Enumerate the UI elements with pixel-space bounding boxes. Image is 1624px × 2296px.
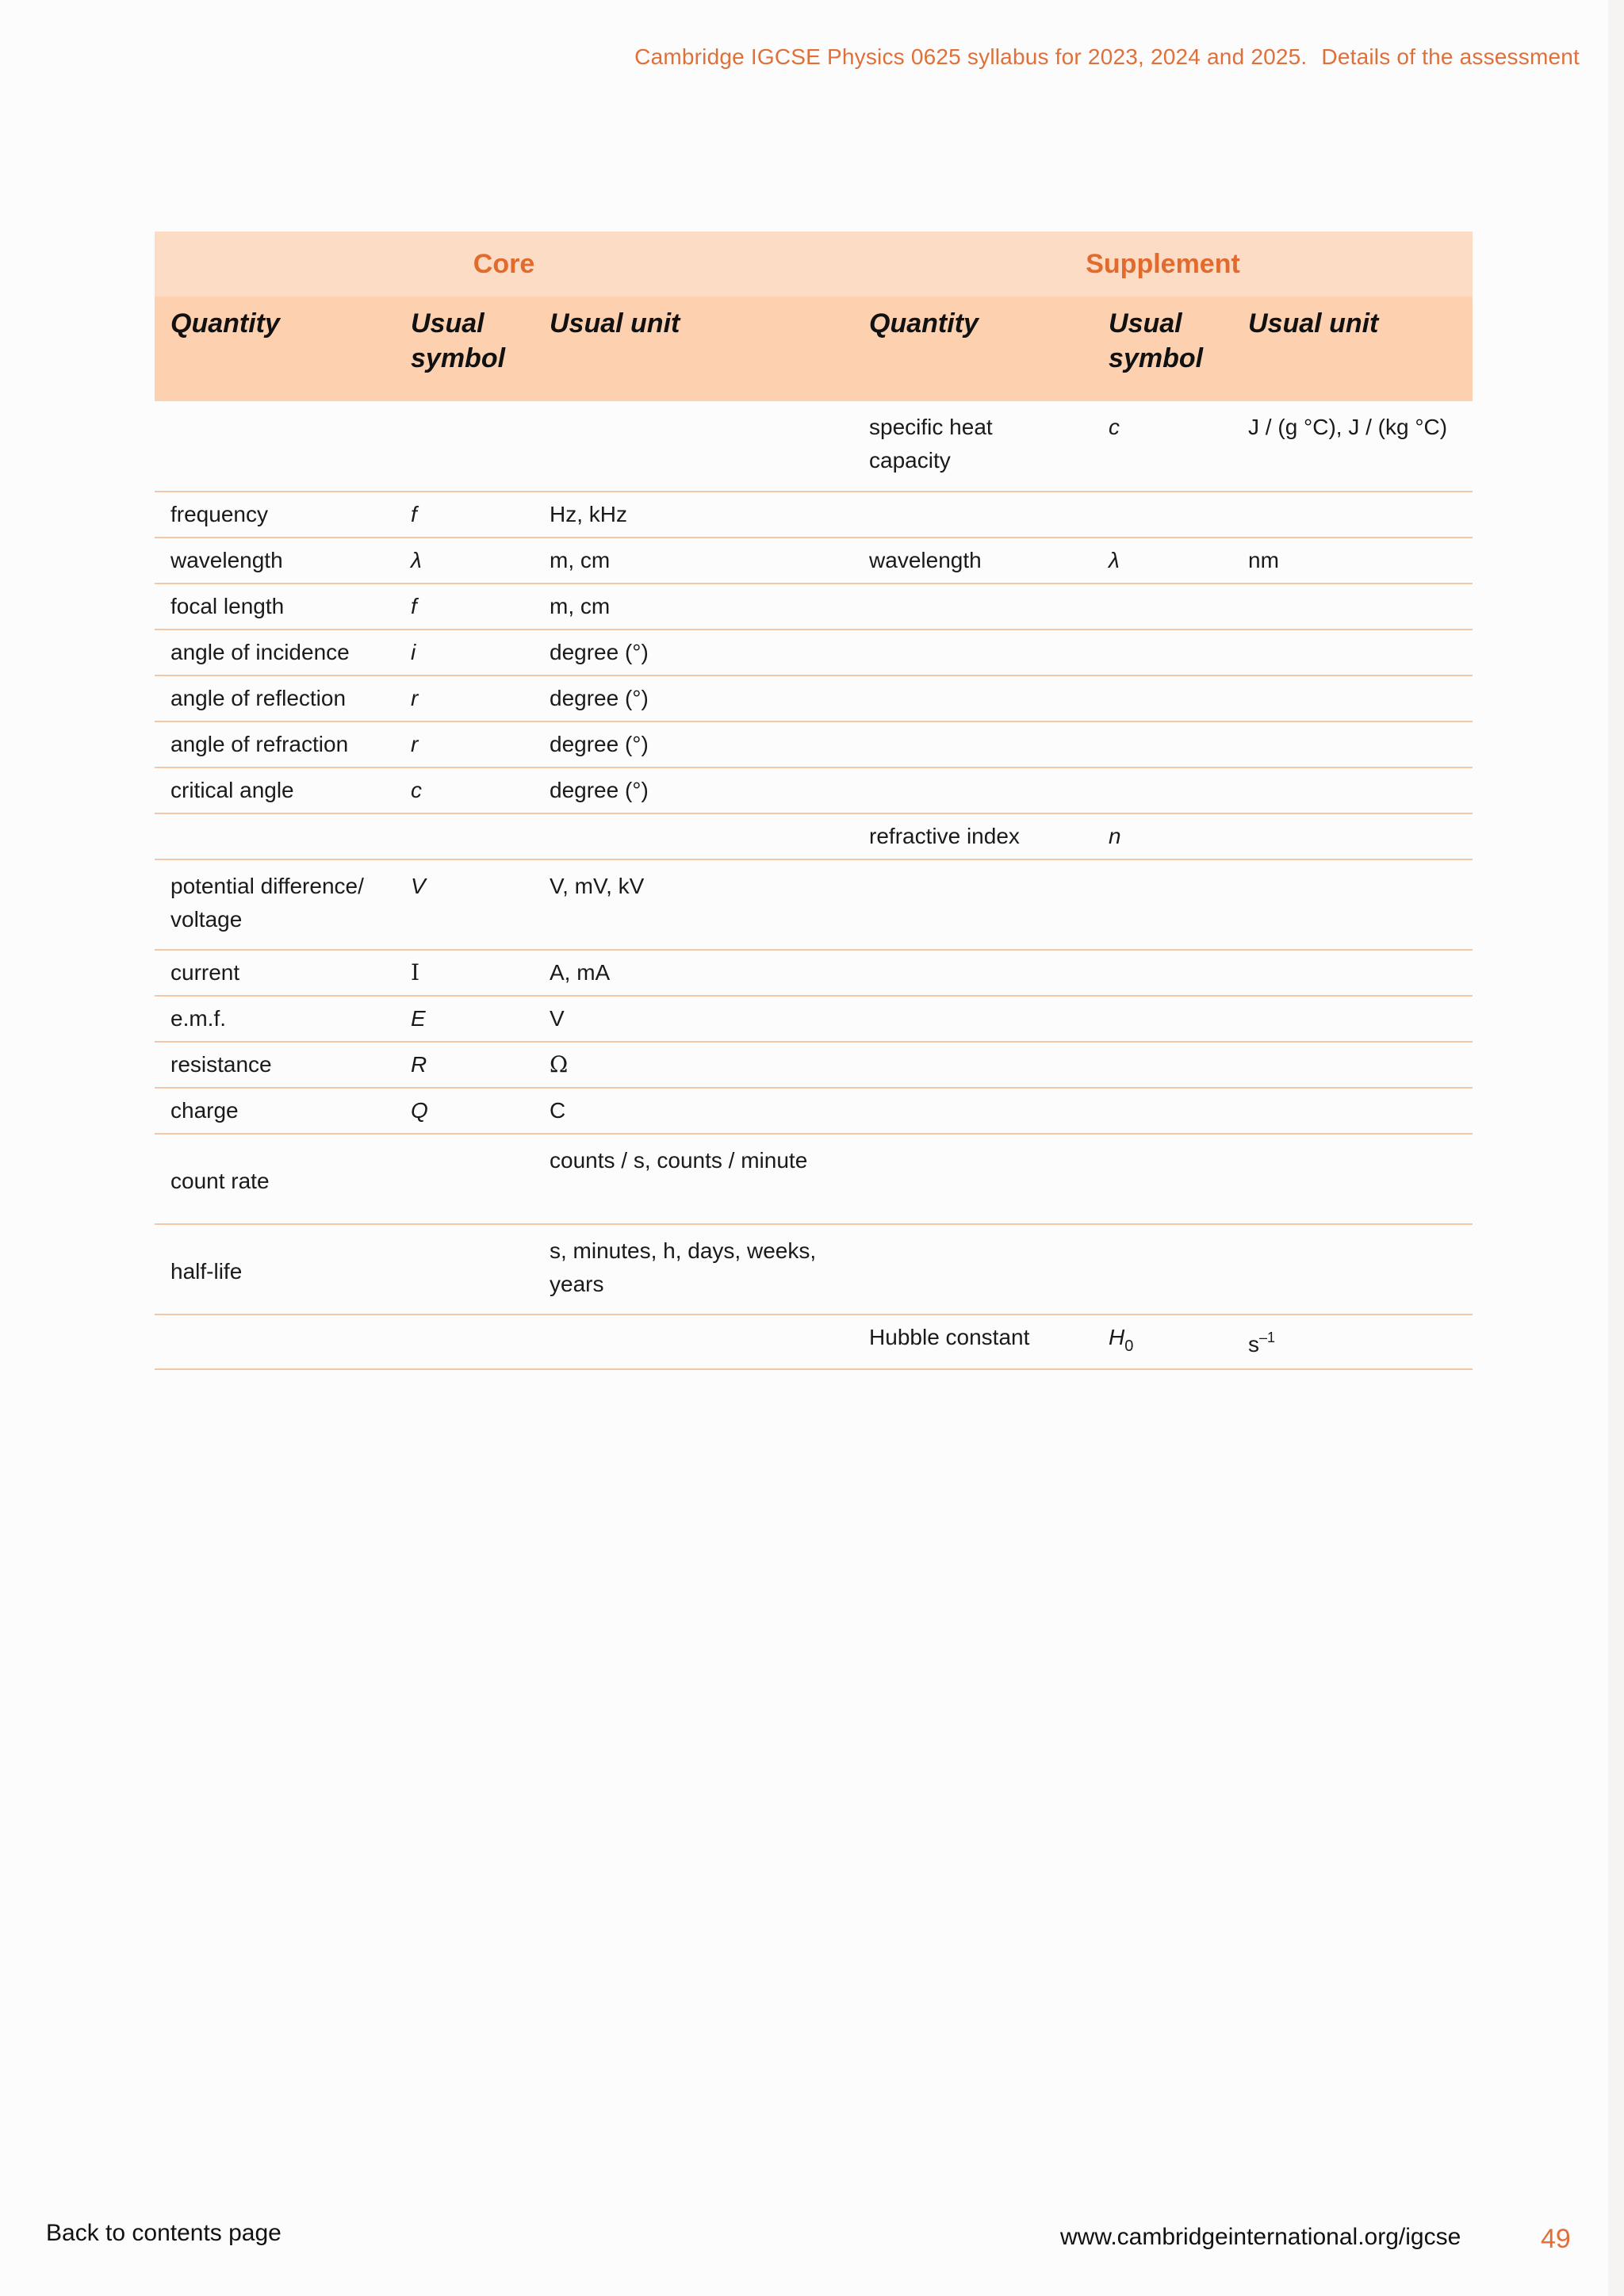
core-quantity: resistance — [155, 1042, 395, 1088]
header-title: Cambridge IGCSE Physics 0625 syllabus for 2023, 2024 and 2025. — [634, 44, 1308, 69]
supplement-quantity — [853, 1134, 1093, 1224]
core-unit — [534, 1314, 853, 1369]
column-header-row — [155, 297, 1473, 401]
supplement-unit — [1232, 859, 1473, 950]
core-unit: counts / s, counts / minute — [534, 1134, 853, 1224]
core-unit: V — [534, 996, 853, 1042]
supplement-quantity — [853, 996, 1093, 1042]
supplement-symbol — [1093, 1314, 1232, 1369]
supplement-quantity: specific heat capacity — [853, 401, 1093, 492]
supplement-unit — [1232, 1088, 1473, 1134]
supplement-quantity — [853, 675, 1093, 721]
core-symbol — [395, 1314, 534, 1369]
supplement-unit — [1232, 813, 1473, 859]
core-quantity: charge — [155, 1088, 395, 1134]
table-row — [155, 813, 1473, 859]
supplement-symbol — [1093, 859, 1232, 950]
core-unit: A, mA — [534, 950, 853, 996]
supplement-quantity — [853, 767, 1093, 813]
core-symbol: r — [395, 721, 534, 767]
core-quantity: angle of reflection — [155, 675, 395, 721]
supplement-quantity — [853, 721, 1093, 767]
core-symbol: I — [395, 950, 534, 996]
supplement-symbol — [1093, 721, 1232, 767]
core-symbol: Q — [395, 1088, 534, 1134]
core-unit — [534, 813, 853, 859]
supplement-symbol — [1093, 1088, 1232, 1134]
core-quantity: wavelength — [155, 538, 395, 584]
table-row — [155, 1134, 1473, 1224]
core-unit: C — [534, 1088, 853, 1134]
core-quantity — [155, 1314, 395, 1369]
core-symbol: V — [395, 859, 534, 950]
core-symbol: c — [395, 767, 534, 813]
supplement-symbol — [1093, 996, 1232, 1042]
supplement-unit — [1232, 584, 1473, 629]
core-symbol — [395, 401, 534, 492]
table-row — [155, 401, 1473, 492]
supplement-quantity — [853, 1088, 1093, 1134]
table-row — [155, 1224, 1473, 1314]
core-unit: s, minutes, h, days, weeks, years — [534, 1224, 853, 1314]
core-unit: Hz, kHz — [534, 492, 853, 538]
group-supplement: Supplement — [853, 232, 1473, 297]
core-quantity: e.m.f. — [155, 996, 395, 1042]
supplement-symbol — [1093, 1042, 1232, 1088]
supplement-quantity: wavelength — [853, 538, 1093, 584]
supplement-quantity — [853, 492, 1093, 538]
supplement-quantity: refractive index — [853, 813, 1093, 859]
core-symbol: f — [395, 492, 534, 538]
table-row — [155, 1042, 1473, 1088]
core-quantity: half-life — [155, 1224, 395, 1314]
col-core-quantity: Quantity — [155, 297, 395, 401]
supplement-symbol — [1093, 1134, 1232, 1224]
page-number: 49 — [1541, 2224, 1571, 2254]
table-row — [155, 675, 1473, 721]
core-quantity: critical angle — [155, 767, 395, 813]
supplement-quantity — [853, 1224, 1093, 1314]
supplement-symbol — [1093, 767, 1232, 813]
supplement-unit — [1232, 767, 1473, 813]
back-to-contents-link[interactable]: Back to contents page — [46, 2220, 282, 2246]
supplement-unit — [1232, 950, 1473, 996]
core-symbol: i — [395, 629, 534, 675]
core-quantity — [155, 401, 395, 492]
table-row — [155, 538, 1473, 584]
core-quantity: frequency — [155, 492, 395, 538]
supplement-quantity — [853, 1042, 1093, 1088]
core-symbol — [395, 1134, 534, 1224]
table-row — [155, 950, 1473, 996]
table-row — [155, 859, 1473, 950]
core-quantity: current — [155, 950, 395, 996]
col-supplement-quantity: Quantity — [853, 297, 1093, 401]
core-quantity: angle of refraction — [155, 721, 395, 767]
col-core-unit: Usual unit — [534, 297, 853, 401]
table-row — [155, 584, 1473, 629]
supplement-unit — [1232, 721, 1473, 767]
page-header — [634, 44, 1580, 70]
core-symbol: r — [395, 675, 534, 721]
core-unit: degree (°) — [534, 629, 853, 675]
core-unit: Ω — [534, 1042, 853, 1088]
page-edge-strip — [1608, 0, 1624, 2296]
supplement-symbol — [1093, 1224, 1232, 1314]
core-symbol — [395, 813, 534, 859]
table-row — [155, 1314, 1473, 1369]
group-core: Core — [155, 232, 853, 297]
core-symbol: f — [395, 584, 534, 629]
supplement-unit — [1232, 675, 1473, 721]
core-unit: degree (°) — [534, 767, 853, 813]
col-supplement-symbol: Usual symbol — [1093, 297, 1232, 401]
table-row — [155, 996, 1473, 1042]
core-unit — [534, 401, 853, 492]
supplement-symbol: λ — [1093, 538, 1232, 584]
supplement-unit — [1232, 492, 1473, 538]
supplement-unit — [1232, 1042, 1473, 1088]
core-unit: degree (°) — [534, 721, 853, 767]
core-symbol: λ — [395, 538, 534, 584]
table-row — [155, 629, 1473, 675]
header-section: Details of the assessment — [1321, 44, 1580, 69]
core-quantity: potential difference/ voltage — [155, 859, 395, 950]
table-row — [155, 492, 1473, 538]
core-quantity — [155, 813, 395, 859]
supplement-symbol — [1093, 584, 1232, 629]
group-header-row — [155, 232, 1473, 297]
supplement-unit — [1232, 1134, 1473, 1224]
hubble-unit: s — [1248, 1332, 1260, 1357]
hubble-symbol: H — [1109, 1325, 1125, 1349]
supplement-symbol: n — [1093, 813, 1232, 859]
units-table — [155, 232, 1473, 1370]
table-row — [155, 767, 1473, 813]
supplement-unit: nm — [1232, 538, 1473, 584]
core-symbol: E — [395, 996, 534, 1042]
core-quantity: focal length — [155, 584, 395, 629]
core-unit: V, mV, kV — [534, 859, 853, 950]
supplement-symbol: c — [1093, 401, 1232, 492]
hubble-unit-superscript: –1 — [1259, 1330, 1276, 1345]
supplement-unit — [1232, 996, 1473, 1042]
website-link[interactable]: www.cambridgeinternational.org/igcse — [1060, 2224, 1461, 2250]
supplement-symbol — [1093, 675, 1232, 721]
supplement-quantity — [853, 859, 1093, 950]
core-quantity: count rate — [155, 1134, 395, 1224]
supplement-quantity — [853, 584, 1093, 629]
core-unit: degree (°) — [534, 675, 853, 721]
core-unit: m, cm — [534, 584, 853, 629]
core-unit: m, cm — [534, 538, 853, 584]
table-row — [155, 721, 1473, 767]
table-row — [155, 1088, 1473, 1134]
supplement-quantity — [853, 950, 1093, 996]
core-symbol: R — [395, 1042, 534, 1088]
supplement-unit — [1232, 1224, 1473, 1314]
supplement-unit: J / (g °C), J / (kg °C) — [1232, 401, 1473, 492]
supplement-quantity — [853, 629, 1093, 675]
supplement-unit — [1232, 629, 1473, 675]
core-quantity: angle of incidence — [155, 629, 395, 675]
core-symbol — [395, 1224, 534, 1314]
col-core-symbol: Usual symbol — [395, 297, 534, 401]
hubble-symbol-subscript: 0 — [1124, 1337, 1134, 1355]
supplement-symbol — [1093, 629, 1232, 675]
supplement-quantity: Hubble constant — [853, 1314, 1093, 1369]
supplement-symbol — [1093, 492, 1232, 538]
col-supplement-unit: Usual unit — [1232, 297, 1473, 401]
supplement-symbol — [1093, 950, 1232, 996]
supplement-unit — [1232, 1314, 1473, 1369]
